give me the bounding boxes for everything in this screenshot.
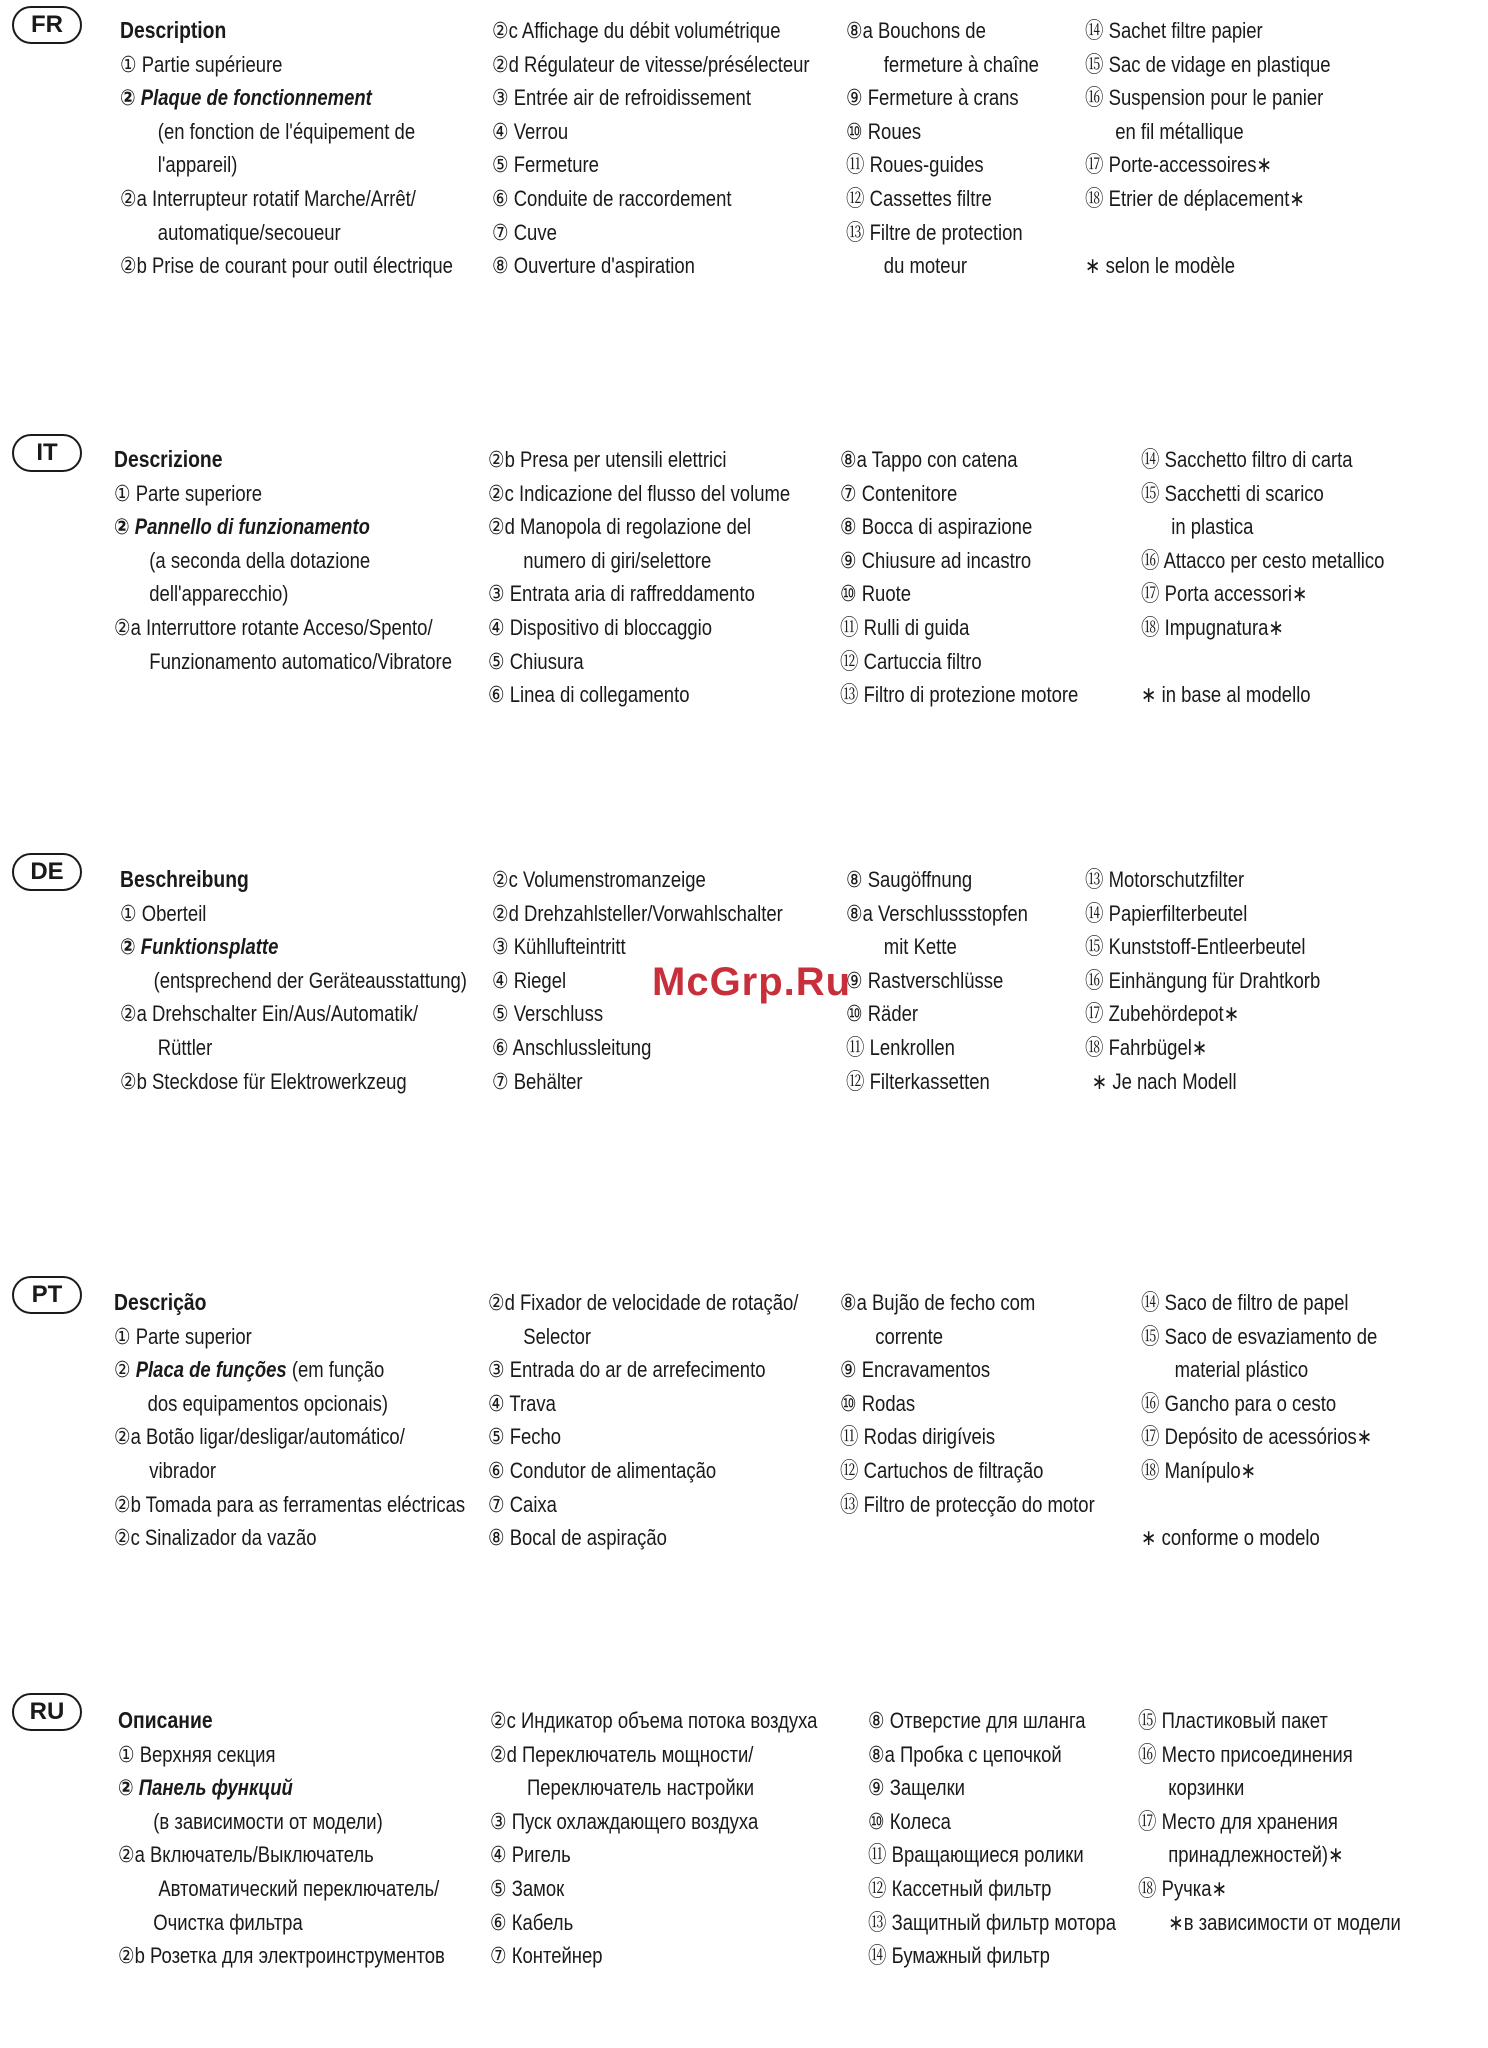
list-item: ⑩ Колеса — [868, 1808, 951, 1834]
list-item: ②a Botão ligar/desligar/automático/ — [114, 1424, 405, 1450]
list-item: ⑫ Cartuchos de filtração — [840, 1457, 1044, 1483]
list-item: ②d Переключатель мощности/ — [490, 1741, 754, 1767]
list-item: ⑬ Filtro de protecção do motor — [840, 1491, 1095, 1517]
list-item: (a seconda della dotazione — [149, 547, 371, 573]
list-item: ⑱ Manípulo∗ — [1141, 1457, 1257, 1483]
list-item: ⑦ Контейнер — [490, 1943, 603, 1969]
language-badge-pt: PT — [12, 1276, 82, 1314]
list-item: ②a Drehschalter Ein/Aus/Automatik/ — [120, 1001, 419, 1027]
list-item: ① Parte superior — [114, 1323, 252, 1349]
list-item: ③ Entrée air de refroidissement — [492, 85, 751, 111]
list-item: ②b Steckdose für Elektrowerkzeug — [120, 1068, 407, 1094]
language-badge-de: DE — [12, 853, 82, 891]
list-item: ⑩ Rodas — [840, 1390, 916, 1416]
col-fr-4 — [1085, 14, 1377, 283]
footnote: ∗в зависимости от модели — [1168, 1909, 1401, 1935]
list-item: ⑰ Porte-accessoires∗ — [1085, 152, 1273, 178]
list-item: ⑰ Depósito de acessórios∗ — [1141, 1424, 1373, 1450]
list-item: ③ Entrata aria di raffreddamento — [488, 581, 755, 607]
list-item: ②c Sinalizador da vazão — [114, 1525, 317, 1551]
list-item: ②a Включатель/Выключатель — [118, 1842, 374, 1868]
col-pt-2 — [488, 1286, 858, 1555]
list-item: du moteur — [883, 253, 968, 279]
list-item: принадлежностей)∗ — [1168, 1842, 1344, 1868]
list-item: Funzionamento automatico/Vibratore — [149, 648, 452, 674]
list-item: ⑮ Sac de vidage en plastique — [1085, 51, 1331, 77]
list-item: ⑬ Защитный фильтр мотора — [868, 1909, 1117, 1935]
col-ru-3 — [868, 1704, 1163, 1973]
col-pt-1 — [114, 1286, 532, 1555]
section-title: Descrizione — [114, 446, 223, 472]
list-item: ⑬ Motorschutzfilter — [1085, 867, 1245, 892]
section-fr — [0, 0, 1488, 360]
list-item-emphasis: Placa de funções — [135, 1357, 287, 1383]
list-item: vibrador — [149, 1457, 217, 1483]
list-item: ④ Trava — [488, 1390, 556, 1416]
list-item: ⑮ Saco de esvaziamento de — [1141, 1323, 1378, 1349]
col-it-4 — [1141, 443, 1431, 712]
list-item: ② Plaque de fonctionnement — [120, 85, 372, 111]
list-item: ⑥ Condutor de alimentação — [488, 1457, 717, 1483]
list-item: ②c Indicazione del flusso del volume — [488, 480, 791, 506]
col-fr-1 — [120, 14, 516, 283]
list-item: ⑫ Кассетный фильтр — [868, 1875, 1052, 1901]
col-ru-4 — [1138, 1704, 1451, 1939]
list-item: ⑪ Вращающиеся ролики — [868, 1842, 1084, 1868]
list-item: ⑧ Bocca di aspirazione — [840, 514, 1033, 540]
list-item: ① Parte superiore — [114, 480, 263, 506]
list-item: mit Kette — [883, 934, 957, 960]
list-item: ⑭ Saco de filtro de papel — [1141, 1290, 1349, 1315]
list-item: en fil métallique — [1115, 118, 1244, 144]
section-title: Описание — [118, 1707, 213, 1733]
list-item: ⑩ Räder — [846, 1001, 919, 1027]
list-item: ②d Régulateur de vitesse/présélecteur — [492, 51, 810, 77]
list-item: ③ Kühllufteintritt — [492, 934, 626, 960]
col-it-1 — [114, 443, 516, 678]
list-item: ⑱ Etrier de déplacement∗ — [1085, 185, 1305, 211]
list-item: ⑭ Sachet filtre papier — [1085, 18, 1263, 43]
list-item: ⑧a Bouchons de — [846, 18, 986, 43]
list-item: ⑥ Conduite de raccordement — [492, 185, 732, 211]
list-item: numero di giri/selettore — [523, 547, 712, 573]
list-item: ⑧ Ouverture d'aspiration — [492, 253, 695, 279]
list-item: ① Верхняя секция — [118, 1741, 276, 1767]
list-item: ⑯ Einhängung für Drahtkorb — [1085, 967, 1321, 993]
list-item: ⑩ Roues — [846, 118, 922, 144]
list-item: ②a Interrupteur rotatif Marche/Arrêt/ — [120, 185, 416, 211]
list-item: ⑪ Rodas dirigíveis — [840, 1424, 996, 1450]
list-item: ⑪ Roues-guides — [846, 152, 984, 178]
footnote: ∗ conforme o modelo — [1141, 1525, 1320, 1551]
list-item: ④ Verrou — [492, 118, 569, 144]
list-item: ⑤ Fermeture — [492, 152, 599, 178]
col-pt-4 — [1141, 1286, 1422, 1555]
list-item: ⑱ Ручка∗ — [1138, 1875, 1228, 1901]
list-item: ② Панель функций — [118, 1775, 293, 1801]
col-ru-1 — [118, 1704, 507, 1973]
list-item: ⑪ Rulli di guida — [840, 614, 970, 640]
list-item: ⑨ Защелки — [868, 1775, 965, 1801]
list-item: ⑰ Zubehördepot∗ — [1085, 1001, 1240, 1027]
list-item: ③ Entrada do ar de arrefecimento — [488, 1357, 766, 1383]
list-item: ⑭ Papierfilterbeutel — [1085, 900, 1248, 926]
col-fr-2 — [492, 14, 870, 283]
list-item: ⑮ Пластиковый пакет — [1138, 1708, 1328, 1733]
list-item: ⑤ Chiusura — [488, 648, 584, 674]
list-item: ⑤ Verschluss — [492, 1001, 604, 1027]
list-item: ⑫ Cartuccia filtro — [840, 648, 982, 674]
col-de-4 — [1085, 863, 1365, 1098]
list-item: ⑰ Porta accessori∗ — [1141, 581, 1308, 607]
list-item: ⑯ Gancho para o cesto — [1141, 1390, 1337, 1416]
list-item-text: (em função — [286, 1357, 385, 1383]
list-item: ②c Affichage du débit volumétrique — [492, 18, 781, 43]
col-it-2 — [488, 443, 848, 712]
list-item: ⑨ Fermeture à crans — [846, 85, 1019, 111]
list-item: ⑭ Sacchetto filtro di carta — [1141, 447, 1353, 472]
list-item: ⑨ Chiusure ad incastro — [840, 547, 1032, 573]
list-item: ⑧ Отверстие для шланга — [868, 1708, 1086, 1733]
list-item: корзинки — [1168, 1775, 1245, 1801]
list-item: (en fonction de l'équipement de — [157, 118, 416, 144]
list-item: ②d Drehzahlsteller/Vorwahlschalter — [492, 900, 783, 926]
list-item: ⑤ Замок — [490, 1875, 565, 1901]
list-item: ⑧a Bujão de fecho com — [840, 1290, 1036, 1315]
list-item: ② Pannello di funzionamento — [114, 514, 370, 540]
list-item: ⑦ Contenitore — [840, 480, 958, 506]
col-ru-2 — [490, 1704, 880, 1973]
list-item: ⑥ Кабель — [490, 1909, 574, 1935]
list-item: ⑩ Ruote — [840, 581, 912, 607]
list-item: ⑱ Impugnatura∗ — [1141, 614, 1284, 640]
list-item: ⑧a Tappo con catena — [840, 447, 1018, 472]
list-item: ②d Manopola di regolazione del — [488, 514, 752, 540]
list-item: ⑯ Место присоединения — [1138, 1741, 1353, 1767]
list-item: ⑤ Fecho — [488, 1424, 562, 1450]
list-item: ⑥ Anschlussleitung — [492, 1034, 652, 1060]
list-item: ⑫ Filterkassetten — [846, 1068, 990, 1094]
list-item: ⑦ Behälter — [492, 1068, 583, 1094]
list-item: material plástico — [1174, 1357, 1309, 1383]
list-item: ②c Индикатор объема потока воздуха — [490, 1708, 818, 1733]
list-item: Rüttler — [157, 1034, 213, 1060]
footnote: ∗ in base al modello — [1141, 682, 1311, 708]
list-item: ⑧a Verschlussstopfen — [846, 900, 1028, 926]
list-item: ⑦ Caixa — [488, 1491, 557, 1517]
section-de — [0, 850, 1488, 1210]
list-item: automatique/secoueur — [157, 219, 341, 245]
col-de-1 — [120, 863, 533, 1098]
watermark-logo: McGrp.Ru — [652, 960, 852, 1004]
list-item: Переключатель настройки — [526, 1775, 755, 1801]
list-item: fermeture à chaîne — [883, 51, 1039, 77]
section-ru — [0, 1688, 1488, 2048]
list-item: ②d Fixador de velocidade de rotação/ — [488, 1290, 799, 1315]
section-title: Descrição — [114, 1289, 207, 1315]
list-item: ⑭ Бумажный фильтр — [868, 1943, 1050, 1969]
list-item: ⑧a Пробка с цепочкой — [868, 1741, 1062, 1767]
list-item: ⑨ Rastverschlüsse — [846, 967, 1004, 993]
list-item: ②a Interruttore rotante Acceso/Spento/ — [114, 614, 433, 640]
section-title: Beschreibung — [120, 866, 249, 892]
language-badge-fr: FR — [12, 6, 82, 44]
footnote: ∗ Je nach Modell — [1091, 1068, 1237, 1094]
list-item: ⑰ Место для хранения — [1138, 1808, 1338, 1834]
col-fr-3 — [846, 14, 1076, 283]
list-item: ⑮ Sacchetti di scarico — [1141, 480, 1324, 506]
list-item: ⑬ Filtro di protezione motore — [840, 682, 1079, 708]
list-item: ⑮ Kunststoff-Entleerbeutel — [1085, 934, 1306, 960]
list-item-marker: ② — [114, 1357, 136, 1383]
col-pt-3 — [840, 1286, 1143, 1521]
list-item: ① Partie supérieure — [120, 51, 283, 77]
list-item: ⑧ Bocal de aspiração — [488, 1525, 667, 1551]
list-item: ②b Prise de courant pour outil électrique — [120, 253, 453, 279]
language-badge-it: IT — [12, 434, 82, 472]
col-it-3 — [840, 443, 1124, 712]
list-item: ⑯ Suspension pour le panier — [1085, 85, 1324, 111]
list-item: Автоматический переключатель/ — [158, 1875, 440, 1901]
list-item: ⑱ Fahrbügel∗ — [1085, 1034, 1208, 1060]
section-title: Description — [120, 17, 227, 43]
list-item: ④ Dispositivo di bloccaggio — [488, 614, 713, 640]
list-item: ④ Ригель — [490, 1842, 571, 1868]
list-item: ⑦ Cuve — [492, 219, 557, 245]
section-it — [0, 430, 1488, 790]
list-item: ③ Пуск охлаждающего воздуха — [490, 1808, 759, 1834]
list-item: corrente — [875, 1323, 944, 1349]
list-item: in plastica — [1171, 514, 1254, 540]
list-item: l'appareil) — [157, 152, 238, 178]
footnote: ∗ selon le modèle — [1085, 253, 1236, 279]
list-item: ⑥ Linea di collegamento — [488, 682, 690, 708]
list-item: ②b Tomada para as ferramentas eléctricas — [114, 1491, 466, 1517]
list-item: (в зависимости от модели) — [153, 1808, 383, 1834]
col-de-3 — [846, 863, 1063, 1098]
list-item: ⑪ Lenkrollen — [846, 1034, 955, 1060]
list-item: Очистка фильтра — [153, 1909, 303, 1935]
list-item: (entsprechend der Geräteausstattung) — [153, 967, 467, 993]
list-item: dell'apparecchio) — [149, 581, 289, 607]
list-item: Selector — [523, 1323, 592, 1349]
list-item: ④ Riegel — [492, 967, 567, 993]
list-item: ⑬ Filtre de protection — [846, 219, 1023, 245]
language-badge-ru: RU — [12, 1693, 82, 1731]
list-item: ⑯ Attacco per cesto metallico — [1141, 547, 1385, 573]
list-item: ⑫ Cassettes filtre — [846, 185, 992, 211]
list-item: ② Funktionsplatte — [120, 934, 279, 960]
list-item: ⑧ Saugöffnung — [846, 867, 973, 892]
list-item: ②c Volumenstromanzeige — [492, 867, 706, 892]
list-item — [114, 1353, 465, 1387]
list-item: ②b Розетка для электроинструментов — [118, 1943, 445, 1969]
list-item: ②b Presa per utensili elettrici — [488, 447, 727, 472]
list-item: ① Oberteil — [120, 900, 207, 926]
section-pt — [0, 1270, 1488, 1630]
list-item: dos equipamentos opcionais) — [147, 1390, 388, 1416]
list-item: ⑨ Encravamentos — [840, 1357, 991, 1383]
